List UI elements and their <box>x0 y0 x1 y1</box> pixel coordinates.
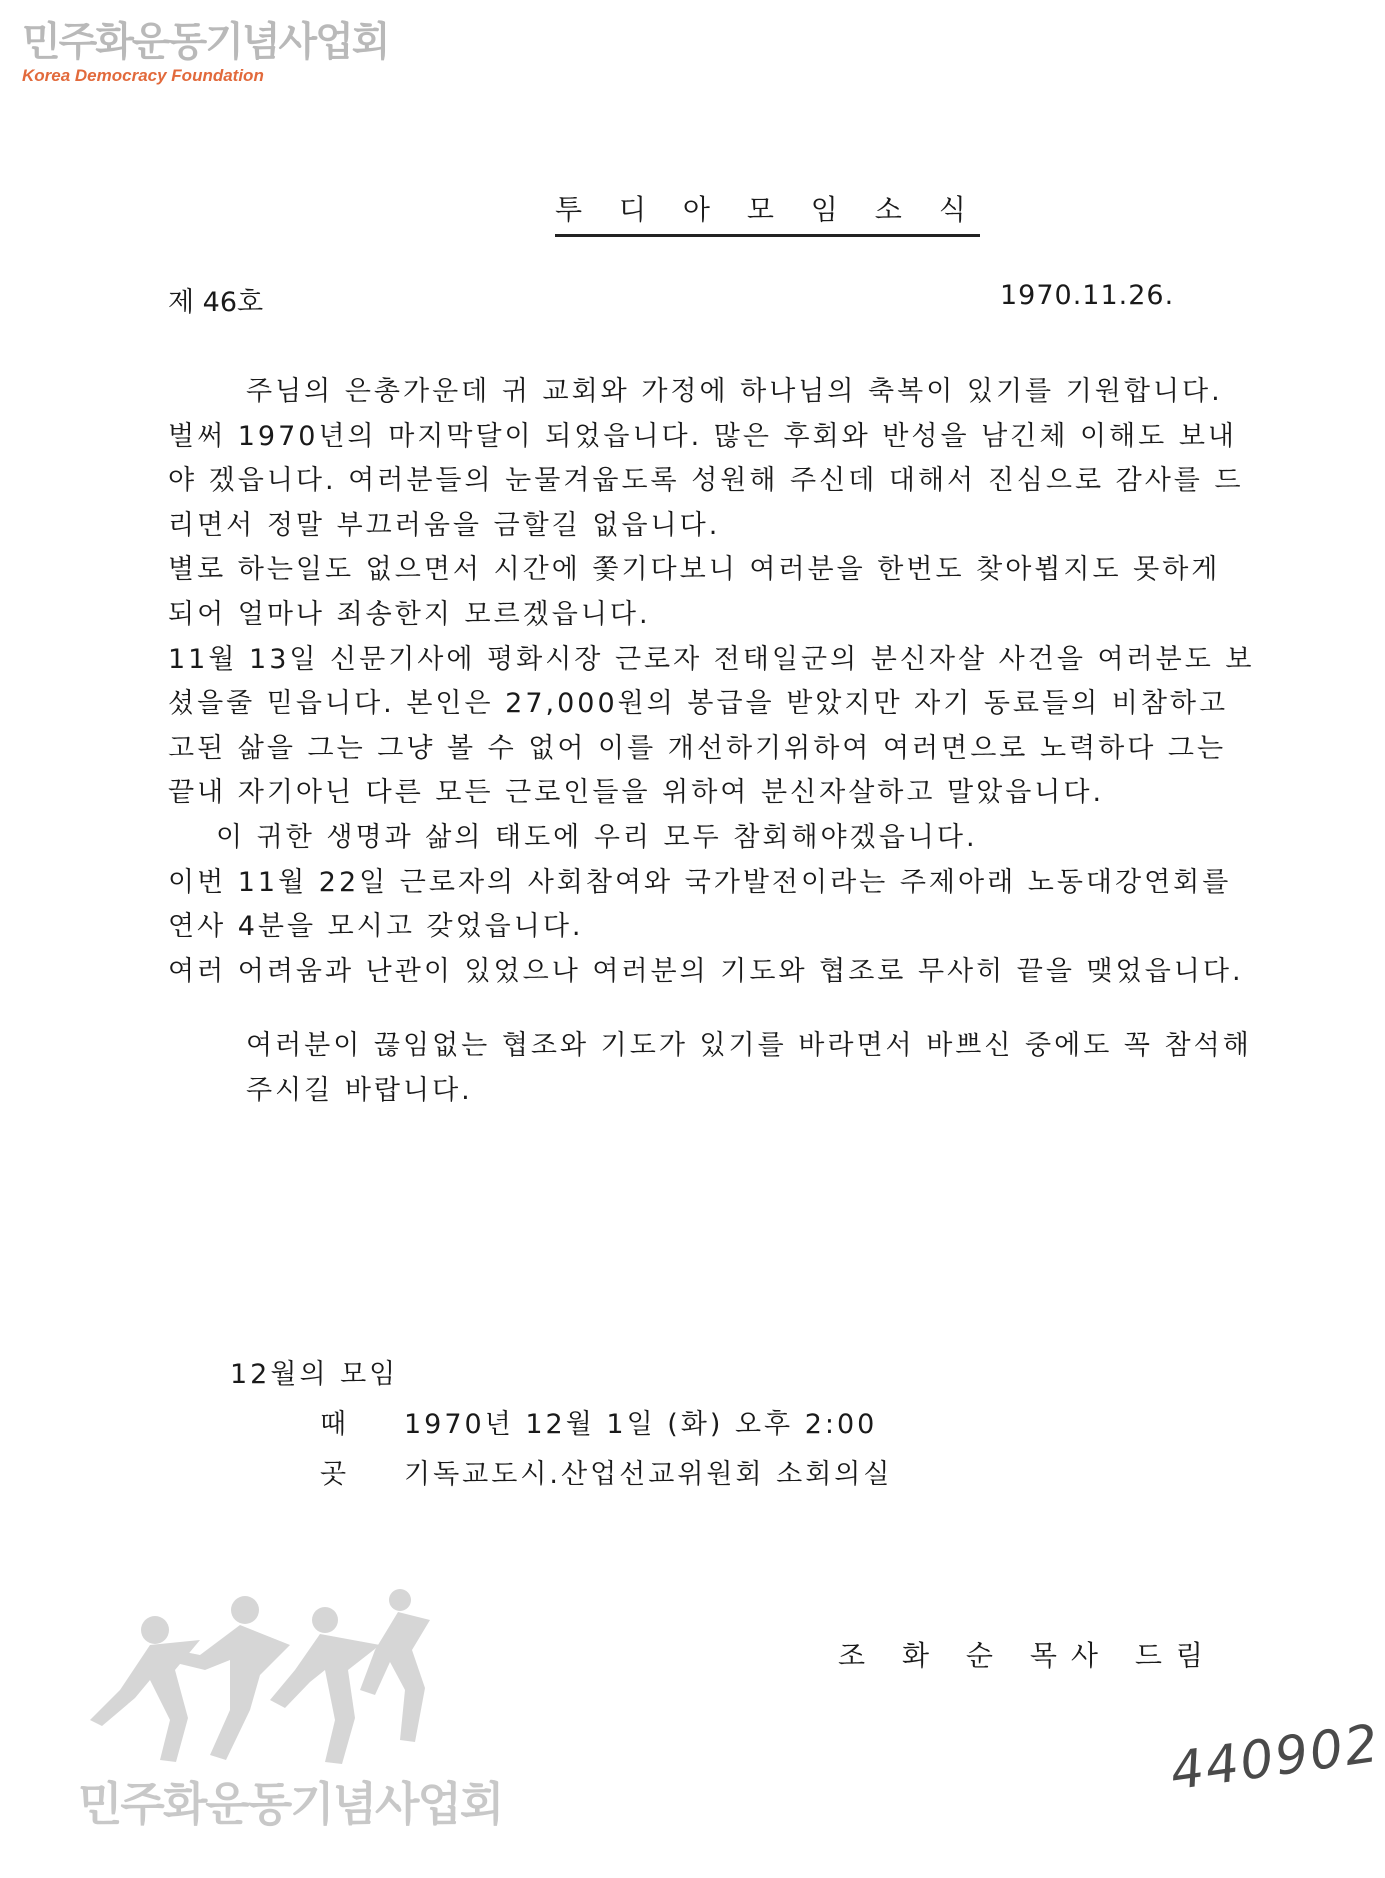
paragraph-news: 11월 13일 신문기사에 평화시장 근로자 전태일군의 분신자살 사건을 여러분도 보셨을줄 믿읍니다. 본인은 27,000원의 봉급을 받았지만 자기 동료들의 비참하고 고된 삶을 그는 그냥 볼 수 없어 이를 개선하기위하여 여러면으로 노력하다 그는 끝내 자기아닌 다른 모든 근로인들을 위하여 분신자살하고 말았읍니다. <box>168 643 1255 809</box>
paragraph-repentance: 이 귀한 생명과 삶의 태도에 우리 모두 참회해야겠읍니다. <box>216 821 978 853</box>
document-date: 1970.11.26. <box>1000 280 1175 311</box>
meeting-place-value: 기독교도시.산업선교위원회 소회의실 <box>404 1459 893 1490</box>
foundation-watermark-top <box>22 20 388 86</box>
meeting-heading: 12월의 모임 <box>230 1359 399 1390</box>
watermark-korean-text: 민주화운동기념사업회 <box>22 19 389 65</box>
paragraph-apology: 별로 하는일도 없으면서 시간에 쫓기다보니 여러분을 한번도 찾아뵙지도 못하게 되어 얼마나 죄송한지 모르겠읍니다. <box>168 554 1221 630</box>
meeting-time-value: 1970년 12월 1일 (화) 오후 2:00 <box>404 1409 878 1440</box>
running-figures-logo-icon <box>80 1570 440 1770</box>
paragraph-lecture: 이번 11월 22일 근로자의 사회참여와 국가발전이라는 주제아래 노동대강연회를 연사 4분을 모시고 갖었읍니다. <box>168 866 1232 943</box>
archive-number-handwritten: 440902 <box>1166 1713 1384 1803</box>
meeting-time-row <box>230 1400 892 1450</box>
letter-body <box>168 370 1258 1114</box>
foundation-watermark-bottom: 민주화운동기념사업회 <box>78 1777 503 1831</box>
paragraph-invitation: 여러분이 끊임없는 협조와 기도가 있기를 바라면서 바쁘신 중에도 꼭 참석해 주시길 바랍니다. <box>246 1030 1252 1106</box>
meeting-time-label: 때 <box>320 1409 350 1440</box>
document-title: 투 디 아 모 임 소 식 <box>555 188 980 237</box>
paragraph-year-end: 벌써 1970년의 마지막달이 되었읍니다. 많은 후회와 반성을 남긴체 이해도 보내야 겠읍니다. 여러분들의 눈물겨웁도록 성원해 주신데 대해서 진심으로 감사를 드리면서 정말 부끄러움을 금할길 없읍니다. <box>168 420 1244 541</box>
signature: 조 화 순 목사 드림 <box>838 1639 1217 1672</box>
meeting-place-row <box>230 1450 892 1500</box>
meeting-info <box>230 1350 892 1500</box>
meeting-place-label: 곳 <box>320 1459 350 1490</box>
paragraph-thanks: 여러 어려움과 난관이 있었으나 여러분의 기도와 협조로 무사히 끝을 맺었읍니다. <box>168 955 1244 987</box>
issue-number: 제 46호 <box>168 287 264 318</box>
paragraph-greeting: 주님의 은총가운데 귀 교회와 가정에 하나님의 축복이 있기를 기원합니다. <box>246 376 1223 407</box>
watermark-english-text: Korea Democracy Foundation <box>22 66 264 85</box>
